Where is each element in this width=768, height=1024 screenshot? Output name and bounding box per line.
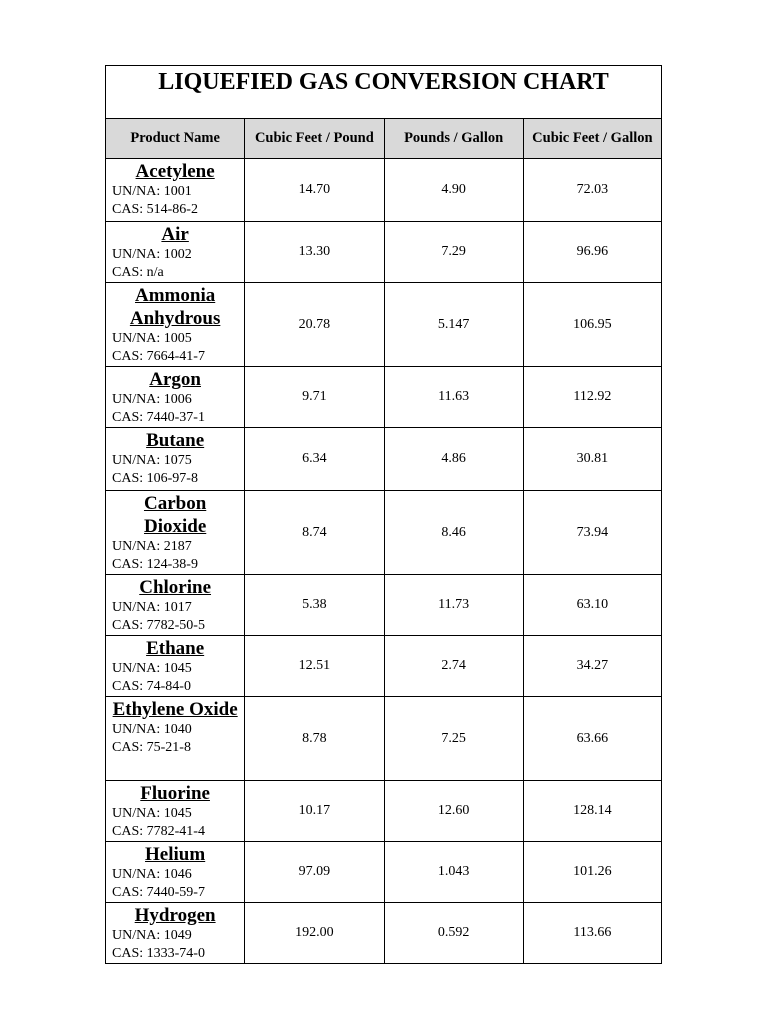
product-cell xyxy=(106,283,245,367)
cubic-feet-per-gallon-value: 106.95 xyxy=(523,283,661,367)
cas-number: CAS: 74-84-0 xyxy=(112,679,191,694)
pounds-per-gallon-value: 0.592 xyxy=(384,903,523,964)
cubic-feet-per-pound-value: 9.71 xyxy=(245,367,384,428)
product-name: Acetylene xyxy=(135,161,215,182)
cubic-feet-per-gallon-value: 128.14 xyxy=(523,781,661,842)
header-row xyxy=(106,119,662,159)
cas-number: CAS: 1333-74-0 xyxy=(112,946,205,961)
pounds-per-gallon-value: 7.29 xyxy=(384,222,523,283)
product-name: Carbon Dioxide xyxy=(143,493,207,537)
chart-title: LIQUEFIED GAS CONVERSION CHART xyxy=(106,66,662,119)
cubic-feet-per-pound-value: 6.34 xyxy=(245,428,384,491)
cubic-feet-per-gallon-value: 113.66 xyxy=(523,903,661,964)
un-na-number: UN/NA: 1001 xyxy=(112,184,192,199)
product-name: Ethylene Oxide xyxy=(112,699,238,720)
table-row xyxy=(106,903,662,964)
un-na-number: UN/NA: 1002 xyxy=(112,247,192,262)
cas-number: CAS: 7664-41-7 xyxy=(112,349,205,364)
cas-number: CAS: 106-97-8 xyxy=(112,471,198,486)
pounds-per-gallon-value: 4.90 xyxy=(384,159,523,222)
cubic-feet-per-pound-value: 192.00 xyxy=(245,903,384,964)
column-header-product-name: Product Name xyxy=(106,119,245,159)
un-na-number: UN/NA: 1045 xyxy=(112,806,192,821)
column-header-cubic-feet-per-pound: Cubic Feet / Pound xyxy=(245,119,384,159)
table-row xyxy=(106,222,662,283)
cubic-feet-per-gallon-value: 72.03 xyxy=(523,159,661,222)
product-cell xyxy=(106,575,245,636)
cubic-feet-per-pound-value: 20.78 xyxy=(245,283,384,367)
cubic-feet-per-gallon-value: 63.66 xyxy=(523,697,661,781)
pounds-per-gallon-value: 7.25 xyxy=(384,697,523,781)
product-name: Argon xyxy=(149,369,201,390)
un-na-number: UN/NA: 2187 xyxy=(112,539,192,554)
table-row xyxy=(106,367,662,428)
product-cell xyxy=(106,636,245,697)
cubic-feet-per-pound-value: 12.51 xyxy=(245,636,384,697)
cubic-feet-per-gallon-value: 101.26 xyxy=(523,842,661,903)
product-cell xyxy=(106,367,245,428)
un-na-number: UN/NA: 1049 xyxy=(112,928,192,943)
cas-number: CAS: 7440-59-7 xyxy=(112,885,205,900)
product-cell xyxy=(106,159,245,222)
product-cell xyxy=(106,781,245,842)
product-name: Ethane xyxy=(146,638,205,659)
product-name: Helium xyxy=(145,844,206,865)
product-name: Air xyxy=(161,224,189,245)
un-na-number: UN/NA: 1005 xyxy=(112,331,192,346)
product-cell xyxy=(106,842,245,903)
cubic-feet-per-gallon-value: 34.27 xyxy=(523,636,661,697)
product-cell xyxy=(106,428,245,491)
product-cell xyxy=(106,903,245,964)
cas-number: CAS: n/a xyxy=(112,265,164,280)
cubic-feet-per-pound-value: 8.78 xyxy=(245,697,384,781)
cubic-feet-per-gallon-value: 112.92 xyxy=(523,367,661,428)
un-na-number: UN/NA: 1040 xyxy=(112,722,192,737)
pounds-per-gallon-value: 1.043 xyxy=(384,842,523,903)
cubic-feet-per-gallon-value: 73.94 xyxy=(523,491,661,575)
table-row xyxy=(106,575,662,636)
pounds-per-gallon-value: 4.86 xyxy=(384,428,523,491)
conversion-chart-table xyxy=(105,65,662,964)
product-name: Hydrogen xyxy=(134,905,216,926)
product-name: Chlorine xyxy=(139,577,212,598)
un-na-number: UN/NA: 1006 xyxy=(112,392,192,407)
cas-number: CAS: 124-38-9 xyxy=(112,557,198,572)
table-row xyxy=(106,842,662,903)
cubic-feet-per-pound-value: 10.17 xyxy=(245,781,384,842)
table-row xyxy=(106,428,662,491)
cas-number: CAS: 75-21-8 xyxy=(112,740,191,755)
cubic-feet-per-pound-value: 8.74 xyxy=(245,491,384,575)
title-row xyxy=(106,66,662,119)
cubic-feet-per-gallon-value: 63.10 xyxy=(523,575,661,636)
column-header-pounds-per-gallon: Pounds / Gallon xyxy=(384,119,523,159)
cubic-feet-per-gallon-value: 30.81 xyxy=(523,428,661,491)
table-row xyxy=(106,159,662,222)
pounds-per-gallon-value: 5.147 xyxy=(384,283,523,367)
table-row xyxy=(106,636,662,697)
table-row xyxy=(106,491,662,575)
cas-number: CAS: 514-86-2 xyxy=(112,202,198,217)
un-na-number: UN/NA: 1045 xyxy=(112,661,192,676)
table-row xyxy=(106,697,662,781)
product-cell xyxy=(106,491,245,575)
cas-number: CAS: 7782-50-5 xyxy=(112,618,205,633)
cas-number: CAS: 7782-41-4 xyxy=(112,824,205,839)
cubic-feet-per-pound-value: 14.70 xyxy=(245,159,384,222)
cubic-feet-per-pound-value: 5.38 xyxy=(245,575,384,636)
table-row xyxy=(106,781,662,842)
un-na-number: UN/NA: 1046 xyxy=(112,867,192,882)
product-name: Ammonia Anhydrous xyxy=(129,285,221,329)
pounds-per-gallon-value: 11.63 xyxy=(384,367,523,428)
column-header-cubic-feet-per-gallon: Cubic Feet / Gallon xyxy=(523,119,661,159)
un-na-number: UN/NA: 1075 xyxy=(112,453,192,468)
cubic-feet-per-pound-value: 97.09 xyxy=(245,842,384,903)
pounds-per-gallon-value: 2.74 xyxy=(384,636,523,697)
pounds-per-gallon-value: 8.46 xyxy=(384,491,523,575)
table-row xyxy=(106,283,662,367)
cas-number: CAS: 7440-37-1 xyxy=(112,410,205,425)
product-name: Butane xyxy=(146,430,205,451)
un-na-number: UN/NA: 1017 xyxy=(112,600,192,615)
product-cell xyxy=(106,222,245,283)
cubic-feet-per-gallon-value: 96.96 xyxy=(523,222,661,283)
product-cell xyxy=(106,697,245,781)
pounds-per-gallon-value: 12.60 xyxy=(384,781,523,842)
cubic-feet-per-pound-value: 13.30 xyxy=(245,222,384,283)
product-name: Fluorine xyxy=(140,783,210,804)
pounds-per-gallon-value: 11.73 xyxy=(384,575,523,636)
